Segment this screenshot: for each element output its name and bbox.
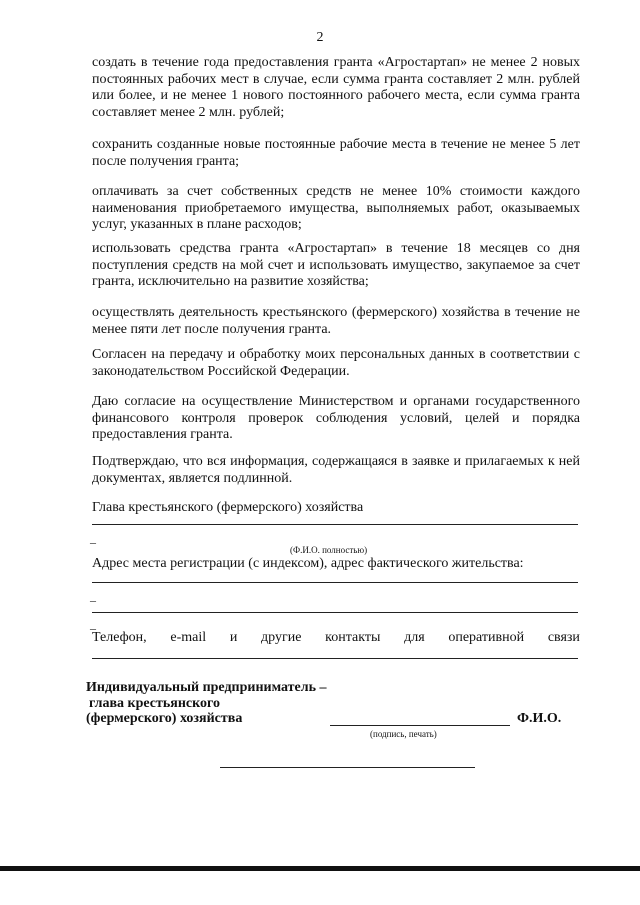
- address-line-2[interactable]: [92, 612, 578, 613]
- date-line[interactable]: [220, 767, 475, 768]
- contacts-word: e-mail: [170, 630, 207, 645]
- contacts-word: для: [404, 630, 425, 645]
- fio-line[interactable]: [92, 524, 578, 525]
- address-label: Адрес места регистрации (с индексом), адрес фактического жительства:: [92, 556, 524, 571]
- paragraph-activity: осуществлять деятельность крестьянского (фермерского) хозяйства в течение не менее пяти лет после получения гранта.: [92, 305, 580, 337]
- paragraph-new-jobs: создать в течение года предоставления гранта «Агростартап» не менее 2 новых постоянных рабочих мест в случае, если сумма гранта составляет 2 млн. рублей или более, и не менее 1 нового постоянного рабочего места, если сумма гранта составляет менее 2 млн. рублей;: [92, 55, 580, 120]
- paragraph-grant-use: использовать средства гранта «Агростартап» в течение 18 месяцев со дня поступления средств на мой счет и использовать имущество, закупаемое за счет гранта, исключительно на развитие хозяйства;: [92, 241, 580, 289]
- paragraph-own-funds: оплачивать за счет собственных средств не менее 10% стоимости каждого наименования приобретаемого имущества, выполняемых работ, оказываемых услуг, указанных в плане расходов;: [92, 184, 580, 232]
- contacts-word: другие: [261, 630, 302, 645]
- signature-hint: (подпись, печать): [370, 729, 437, 739]
- signature-fio: Ф.И.О.: [517, 711, 562, 726]
- signature-line[interactable]: [330, 725, 510, 726]
- signature-title-line-3: (фермерского) хозяйства: [86, 711, 243, 726]
- page-number: 2: [316, 30, 324, 45]
- contacts-word: Телефон,: [92, 630, 147, 645]
- contacts-word: контакты: [325, 630, 381, 645]
- address-line-1[interactable]: [92, 582, 578, 583]
- contacts-label: [92, 630, 580, 647]
- dash-mark: –: [90, 621, 96, 635]
- signature-title-line-2: глава крестьянского: [89, 696, 221, 711]
- fio-hint: (Ф.И.О. полностью): [290, 545, 368, 555]
- contacts-word: и: [229, 630, 238, 645]
- contacts-word: оперативной: [448, 630, 525, 645]
- paragraph-personal-data-consent: Согласен на передачу и обработку моих персональных данных в соответствии с законодательством Российской Федерации.: [92, 347, 580, 379]
- head-of-farm-label: Глава крестьянского (фермерского) хозяйства: [92, 500, 364, 515]
- signature-title-line-1: Индивидуальный предприниматель –: [86, 680, 327, 695]
- contacts-line[interactable]: [92, 658, 578, 659]
- footer-rule: [0, 866, 640, 871]
- contacts-word: связи: [547, 630, 580, 645]
- paragraph-confirmation: Подтверждаю, что вся информация, содержащаяся в заявке и прилагаемых к ней документах, является подлинной.: [92, 454, 580, 486]
- paragraph-keep-jobs: сохранить созданные новые постоянные рабочие места в течение не менее 5 лет после получения гранта;: [92, 137, 580, 169]
- dash-mark: –: [90, 535, 96, 549]
- dash-mark: –: [90, 593, 96, 607]
- paragraph-control-consent: Даю согласие на осуществление Министерством и органами государственного финансового контроля проверок соблюдения условий, целей и порядка предоставления гранта.: [92, 394, 580, 442]
